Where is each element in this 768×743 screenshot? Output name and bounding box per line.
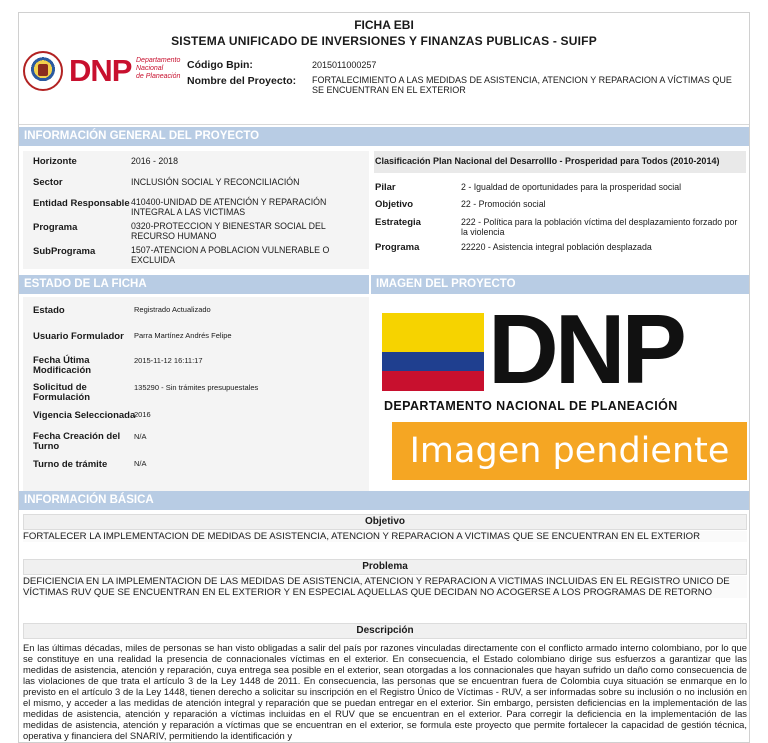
section-imagen-title: IMAGEN DEL PROYECTO bbox=[371, 275, 749, 294]
colombia-flag-icon bbox=[382, 313, 484, 391]
section-basica-title: INFORMACIÓN BÁSICA bbox=[19, 491, 749, 510]
turno-tramite-label: Turno de trámite bbox=[33, 459, 108, 470]
colombia-seal-icon bbox=[23, 51, 63, 91]
fecha-modificacion-value: 2015-11-12 16:11:17 bbox=[134, 356, 203, 365]
fecha-modificacion-label: Fecha Útima Modificación bbox=[33, 355, 92, 376]
descripcion-text: En las últimas décadas, miles de personas se han visto obligadas a salir del país por razones vinculadas directamente con el conflicto armado interno colombiano, por lo que se constituye en una realidad la presencia de connacionales víctimas en el exterior. En consecuencia, el Estado colombiano dirige sus esfuerzos a garantizar que las medidas de asistencia, atención y reparación, cuya entrega sea posible en el exterior, sean otorgadas a los connacionales que hayan sufrido un daño como consecuencia de las violaciones de que trata el artículo 3 de la Ley 1448 de 2011. En consecuencia, las personas que se encuentran fuera de Colombia cuya situación se enmarque en lo previsto en el artículo 3 de la Ley 1448, tienen derecho a solicitar su inscripción en el Registro Único de Víctimas - RUV, a ser informadas sobre su inclusión o no inclusión en el mismo, y acceder a las medidas de atención integral y reparación que se puedan entregar en el exterior. Sin embargo, persisten deficiencias en la implementación de las medidas de asistencia, atención y reparación a víctimas incluidas en el RUV que se encuentran en el exterior. Para corregir la deficiencia en la implementación de las medidas de asistencia, atención y reparación a víctimas que se encuentran en el exterior, se formula este proyecto que permite fortalecer la capacidad de gestión técnica, operativa y financiera del SNARIV, permitiendo la identificación y bbox=[23, 642, 747, 741]
document-title: FICHA EBI bbox=[354, 18, 414, 32]
sector-label: Sector bbox=[33, 177, 63, 188]
usuario-label: Usuario Formulador bbox=[33, 331, 124, 342]
fecha-turno-value: N/A bbox=[134, 432, 147, 441]
pilar-value: 2 - Igualdad de oportunidades para la prosperidad social bbox=[461, 182, 682, 192]
image-pending-text: Imagen pendiente bbox=[409, 431, 730, 471]
document-header bbox=[19, 13, 749, 125]
project-name-label: Nombre del Proyecto: bbox=[187, 75, 297, 87]
programa-pnd-value: 22220 - Asistencia integral población desplazada bbox=[461, 242, 652, 252]
plan-title: Clasificación Plan Nacional del Desarrolllo - Prosperidad para Todos (2010-2014) bbox=[375, 156, 720, 166]
bpin-label: Código Bpin: bbox=[187, 59, 253, 71]
logo-subtext bbox=[136, 57, 180, 81]
logo-sub-line: de Planeación bbox=[136, 73, 181, 80]
subprograma-label: SubPrograma bbox=[33, 246, 96, 257]
section-estado-title: ESTADO DE LA FICHA bbox=[19, 275, 369, 294]
document-subtitle: SISTEMA UNIFICADO DE INVERSIONES Y FINANZAS PUBLICAS - SUIFP bbox=[171, 34, 597, 48]
solicitud-label: Solicitud de Formulación bbox=[33, 382, 91, 403]
project-name-value: FORTALECIMIENTO A LAS MEDIDAS DE ASISTENCIA, ATENCION Y REPARACION A VÍCTIMAS QUE SE ENCUENTRAN EN EL EXTERIOR bbox=[312, 75, 732, 95]
vigencia-label: Vigencia Seleccionada bbox=[33, 410, 136, 421]
dnp-fullname: DEPARTAMENTO NACIONAL DE PLANEACIÓN bbox=[384, 399, 678, 413]
descripcion-header: Descripción bbox=[23, 623, 747, 639]
objetivo-label: Objetivo bbox=[375, 199, 414, 210]
entidad-value: 410400-UNIDAD DE ATENCIÓN Y REPARACIÓN INTEGRAL A LAS VICTIMAS bbox=[131, 197, 327, 217]
estrategia-label: Estrategia bbox=[375, 217, 421, 228]
bpin-value: 2015011000257 bbox=[312, 60, 377, 70]
horizonte-label: Horizonte bbox=[33, 156, 77, 167]
usuario-value: Parra Martínez Andrés Felipe bbox=[134, 331, 232, 340]
logo-sub-line: Departamento bbox=[136, 57, 181, 64]
logo-sub-line: Nacional bbox=[136, 65, 164, 72]
programa-pnd-label: Programa bbox=[375, 242, 420, 253]
project-image bbox=[374, 294, 749, 492]
solicitud-value: 135290 - Sin trámites presupuestales bbox=[134, 383, 259, 392]
turno-tramite-value: N/A bbox=[134, 459, 147, 468]
objetivo-header: Objetivo bbox=[23, 514, 747, 530]
sector-value: INCLUSIÓN SOCIAL Y RECONCILIACIÓN bbox=[131, 177, 300, 187]
objetivo-value: 22 - Promoción social bbox=[461, 199, 546, 209]
problema-text: DEFICIENCIA EN LA IMPLEMENTACION DE LAS MEDIDAS DE ASISTENCIA, ATENCION Y REPARACION A VICTIMAS INCLUIDAS EN EL REGISTRO UNICO DE VÍCTIMAS RUV QUE SE ENCUENTRAN EN EL EXTERIOR Y EN ESPECIAL AQUELLAS QUE DECIDAN NO ACOGERSE A LOS PROGRAMAS DE RETORNO bbox=[23, 576, 747, 598]
vigencia-value: 2016 bbox=[134, 410, 151, 419]
logo-text: DNP bbox=[69, 53, 132, 88]
estado-value: Registrado Actualizado bbox=[134, 305, 211, 314]
horizonte-value: 2016 - 2018 bbox=[131, 156, 178, 166]
subprograma-value: 1507-ATENCION A POBLACION VULNERABLE O EXCLUIDA bbox=[131, 245, 330, 265]
dnp-brand: DNP bbox=[488, 294, 683, 404]
programa-label: Programa bbox=[33, 222, 78, 233]
objetivo-text: FORTALECER LA IMPLEMENTACION DE MEDIDAS DE ASISTENCIA, ATENCION Y REPARACION A VICTIMAS QUE SE ENCUENTRAN EN EL EXTERIOR bbox=[23, 531, 747, 542]
image-pending-banner bbox=[392, 422, 747, 480]
programa-value: 0320-PROTECCION Y BIENESTAR SOCIAL DEL RECURSO HUMANO bbox=[131, 221, 326, 241]
ficha-ebi-document bbox=[18, 12, 750, 743]
section-info-general-title: INFORMACIÓN GENERAL DEL PROYECTO bbox=[19, 127, 749, 146]
estrategia-value: 222 - Política para la población víctima del desplazamiento forzado por la violencia bbox=[461, 217, 738, 237]
fecha-turno-label: Fecha Creación del Turno bbox=[33, 431, 121, 452]
dnp-logo bbox=[23, 51, 183, 93]
entidad-label: Entidad Responsable bbox=[33, 198, 130, 209]
problema-header: Problema bbox=[23, 559, 747, 575]
pilar-label: Pilar bbox=[375, 182, 396, 193]
estado-label: Estado bbox=[33, 305, 65, 316]
